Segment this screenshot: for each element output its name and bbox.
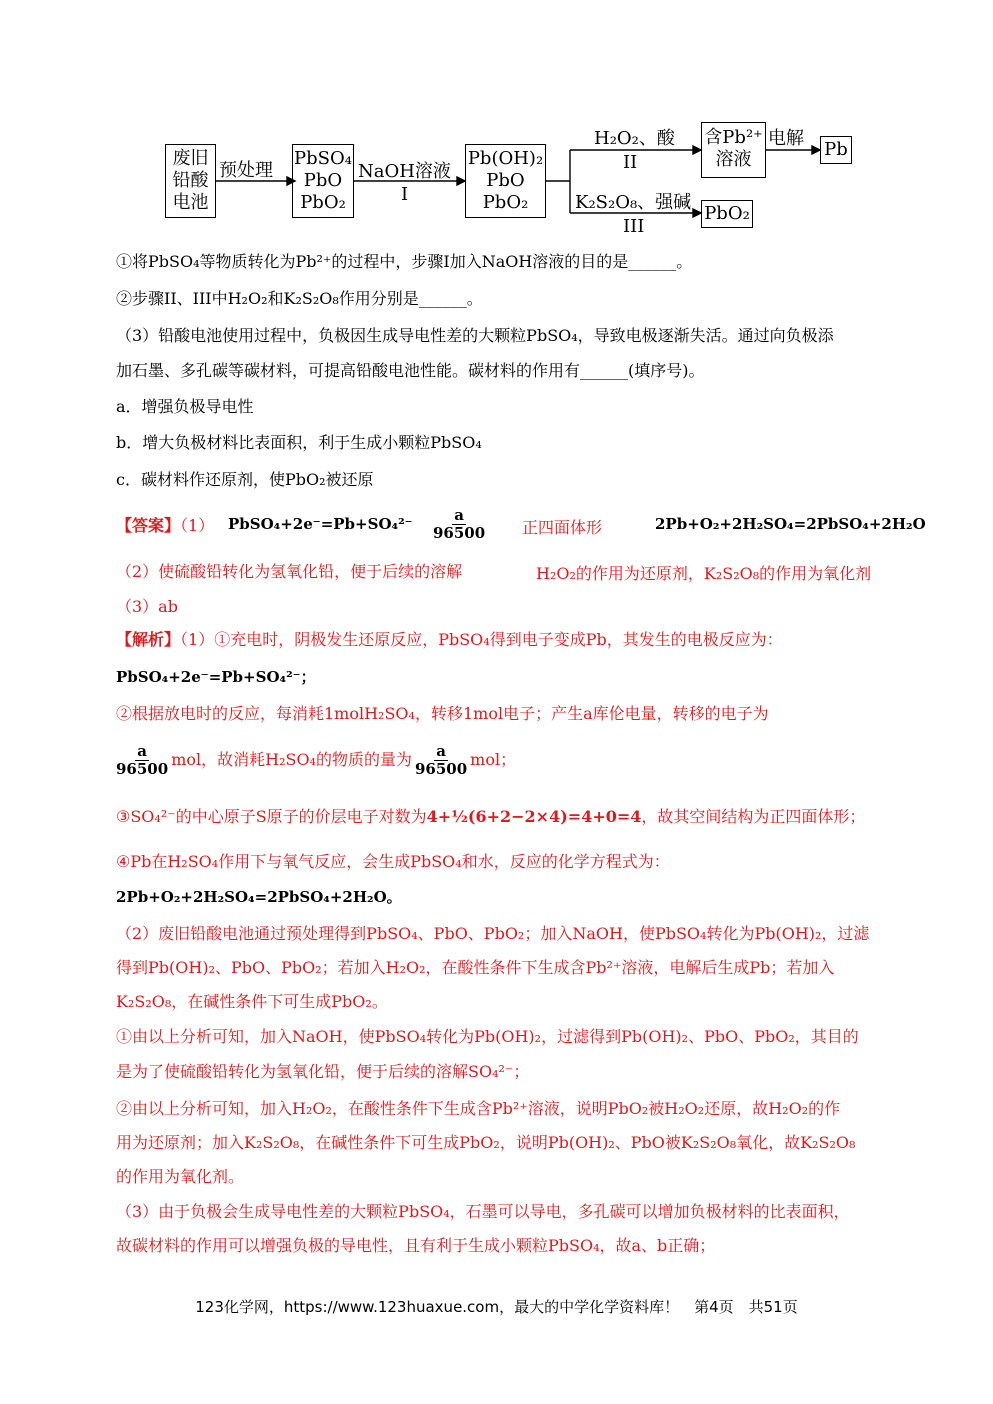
explanation-5-line-2: 得到Pb(OH)₂、PbO、PbO₂；若加入H₂O₂，在酸性条件下生成含Pb²⁺溶液，电解后生成Pb；若加入	[116, 958, 835, 977]
question-3-line-1: （3）铅酸电池使用过程中，负极因生成导电性差的大颗粒PbSO₄，导致电极逐渐失活。通过向负极添	[116, 326, 834, 345]
explanation-7-line-1: ②由以上分析可知，加入H₂O₂，在酸性条件下生成含Pb²⁺溶液，说明PbO₂被H₂O₂还原，故H₂O₂的作	[116, 1099, 841, 1118]
explanation-4-equation: 2Pb+O₂+2H₂SO₄=2PbSO₄+2H₂O。	[116, 888, 402, 906]
box-text: 铅酸	[172, 170, 209, 191]
answer-1-prefix: （1）	[180, 516, 215, 535]
explanation-8-line-1: （3）由于负极会生成导电性差的大颗粒PbSO₄，石墨可以导电，多孔碳可以增加负极材料的比表面积，	[116, 1202, 850, 1221]
explanation-3-end: ，故其空间结构为正四面体形；	[641, 807, 866, 826]
fraction-numerator: a	[454, 506, 464, 524]
fraction-numerator: a	[436, 742, 446, 760]
explanation-tag: 【解析】	[116, 630, 181, 649]
explanation-6-line-2: 是为了使硫酸铅转化为氢氧化铅，便于后续的溶解SO₄²⁻；	[116, 1062, 530, 1081]
answer-3: （3）ab	[116, 597, 178, 616]
option-b: b．增大负极材料比表面积，利于生成小颗粒PbSO₄	[116, 433, 482, 452]
box-pbo2: PbO₂	[701, 200, 753, 228]
explanation-8-line-2: 故碳材料的作用可以增强负极的导电性，且有利于生成小颗粒PbSO₄，故a、b正确；	[116, 1236, 716, 1255]
branch-label-step-2: II	[623, 152, 638, 173]
branch-label-step-3: III	[623, 216, 645, 237]
explanation-3	[116, 806, 865, 828]
box-pboh2-mixture	[465, 144, 546, 218]
box-text: PbO	[303, 170, 343, 191]
explanation-3-start: ③SO₄²⁻的中心原子S原子的价层电子对数为	[116, 807, 427, 826]
explanation-2: ②根据放电时的反应，每消耗1molH₂SO₄，转移1mol电子；产生a库伦电量，转移的电子为	[116, 704, 769, 723]
branch-label-h2o2: H₂O₂、酸	[594, 128, 675, 149]
box-pb2-solution	[701, 122, 766, 178]
explanation-2-mid: mol，故消耗H₂SO₄的物质的量为	[171, 750, 412, 769]
box-pb: Pb	[820, 136, 852, 164]
answer-1-shape: 正四面体形	[522, 518, 603, 537]
answer-tag: 【答案】	[116, 516, 181, 535]
arrow-label-electrolysis: 电解	[768, 128, 804, 149]
arrow-label-pretreat: 预处理	[219, 160, 273, 181]
box-text: 含Pb²⁺	[704, 127, 763, 148]
explanation-5-line-1: （2）废旧铅酸电池通过预处理得到PbSO₄、PbO、PbO₂；加入NaOH，使PbSO₄转化为Pb(OH)₂，过滤	[116, 924, 870, 943]
explanation-6-line-1: ①由以上分析可知，加入NaOH，使PbSO₄转化为Pb(OH)₂，过滤得到Pb(OH)₂、PbO、PbO₂，其目的	[116, 1027, 859, 1046]
box-text: PbO₂	[482, 192, 529, 213]
arrow-label-naoh: NaOH溶液	[358, 161, 451, 182]
fraction-numerator: a	[137, 742, 147, 760]
fraction-denominator: 96500	[433, 524, 486, 542]
question-3-line-2: 加石墨、多孔碳等碳材料，可提高铅酸电池性能。碳材料的作用有______(填序号)。	[116, 361, 705, 380]
explanation-2-end: mol；	[470, 750, 517, 769]
answer-2-roles: H₂O₂的作用为还原剂，K₂S₂O₈的作用为氧化剂	[536, 564, 872, 583]
box-text: 废旧	[172, 148, 209, 169]
box-waste-battery	[165, 144, 216, 218]
question-2: ②步骤II、III中H₂O₂和K₂S₂O₈作用分别是______。	[116, 289, 483, 308]
explanation-3-math: 4+½(6+2−2×4)=4+0=4	[426, 807, 642, 826]
explanation-5-line-3: K₂S₂O₈，在碱性条件下可生成PbO₂。	[116, 992, 388, 1011]
answer-2: （2）使硫酸铅转化为氢氧化铅，便于后续的溶解	[116, 562, 463, 581]
explanation-1-text: （1）①充电时，阴极发生还原反应，PbSO₄得到电子变成Pb，其发生的电极反应为：	[180, 630, 783, 649]
answer-1-equation-2: 2Pb+O₂+2H₂SO₄=2PbSO₄+2H₂O	[655, 515, 926, 533]
explanation-7-line-2: 用为还原剂；加入K₂S₂O₈，在碱性条件下可生成PbO₂，说明Pb(OH)₂、PbO被K₂S₂O₈氧化，故K₂S₂O₈	[116, 1133, 856, 1152]
box-text: PbSO₄	[294, 148, 352, 169]
page-footer: 123化学网，https://www.123huaxue.com，最大的中学化学资料库！ 第4页 共51页	[195, 1298, 798, 1316]
answer-1-equation: PbSO₄+2e⁻=Pb+SO₄²⁻	[228, 515, 413, 533]
question-1: ①将PbSO₄等物质转化为Pb²⁺的过程中，步骤I加入NaOH溶液的目的是______。	[116, 252, 693, 271]
box-pbso4-mixture	[292, 144, 354, 218]
box-text: 溶液	[715, 149, 752, 170]
box-text: PbO	[486, 170, 525, 191]
box-text: 电池	[172, 192, 209, 213]
box-text: PbO₂	[300, 192, 346, 213]
explanation-1-equation: PbSO₄+2e⁻=Pb+SO₄²⁻；	[116, 668, 316, 686]
box-text: Pb(OH)₂	[467, 148, 544, 169]
explanation-1	[116, 629, 783, 651]
explanation-4: ④Pb在H₂SO₄作用下与氧气反应，会生成PbSO₄和水，反应的化学方程式为：	[116, 852, 670, 871]
explanation-2-fractions	[116, 740, 516, 780]
option-a: a．增强负极导电性	[116, 397, 254, 416]
fraction-denominator: 96500	[116, 760, 169, 778]
explanation-7-line-3: 的作用为氧化剂。	[116, 1167, 245, 1186]
answer-label	[116, 515, 214, 537]
answer-1-fraction	[430, 507, 488, 542]
option-c: c．碳材料作还原剂，使PbO₂被还原	[116, 470, 374, 489]
arrow-label-step-1: I	[401, 184, 409, 205]
branch-label-k2s2o8: K₂S₂O₈、强碱	[575, 192, 692, 213]
fraction-denominator: 96500	[414, 760, 468, 778]
